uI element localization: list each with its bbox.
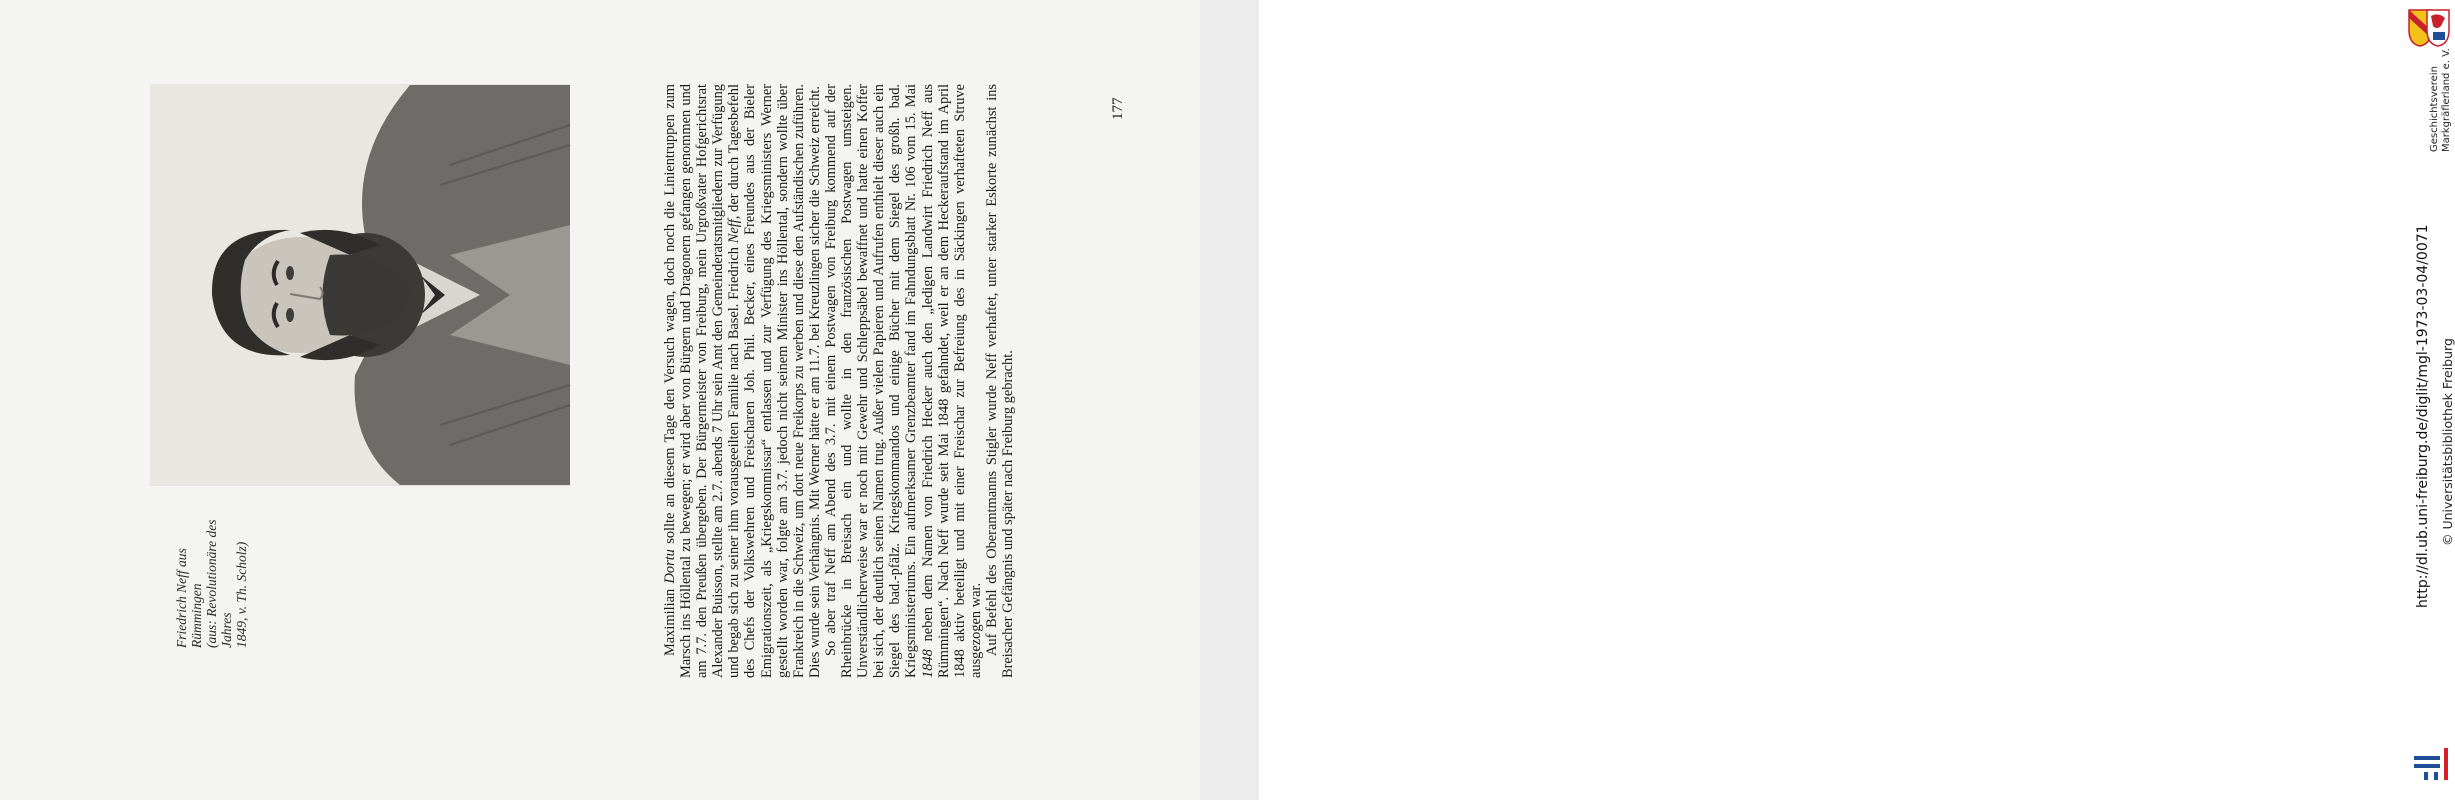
- name-dortu: Dortu: [662, 549, 678, 584]
- paragraph-2: [823, 84, 984, 678]
- year-1848: 1848: [919, 649, 936, 678]
- name-neff: Neff: [726, 219, 743, 244]
- copyright-notice: © Universitätsbibliothek Freiburg: [2440, 338, 2455, 546]
- caption-line-3: 1849, v. Th. Scholz): [234, 541, 249, 648]
- coat-of-arms-icon: [2407, 8, 2451, 48]
- society-line-1: Geschichtsverein: [2429, 66, 2440, 152]
- paragraph-1-text: Maximilian: [662, 583, 678, 656]
- society-name: [2429, 48, 2453, 152]
- portrait-drawing: [150, 84, 570, 486]
- page-number: 177: [1110, 97, 1126, 120]
- paragraph-3: Auf Befehl des Oberamtmanns Stigler wurde Neff verhaftet, unter starker Eskorte zunächst ins Breisacher Gefängnis und später nach Freiburg gebracht.: [983, 84, 1016, 678]
- paragraph-1-text: , der durch Tagesbefehl des Chefs der Volkswehren und Freischaren Joh. Phil. Becker, eines Freundes aus der Bieler Emigrationszeit, als „Kriegskommissar“ entlassen und zur Verfügung des Kriegsministers Werner gestellt worden war, folgte am 3.7. jedoch nicht seinem Minister ins Höllental, sondern wollte über Frankreich in die Schweiz, um dort neue Freikorps zu werben und diese den Aufständischen zuführen. Dies wurde sein Verhängnis. Mit Werner hätte er am 11.7. bei Kreuzlingen sicher die Schweiz erreicht.: [726, 84, 823, 678]
- ub-freiburg-logo-icon: [2414, 744, 2454, 784]
- caption-line-1: Friedrich Neff aus Rümmingen: [174, 548, 204, 648]
- caption-line-2: (aus: Revolutionäre des Jahres: [204, 519, 234, 648]
- article-text: [662, 84, 1016, 678]
- sidebar: [1200, 0, 2455, 800]
- page-content: [90, 70, 1126, 730]
- portrait-image: [150, 84, 570, 486]
- paragraph-2-text: So aber traf Neff am Abend des 3.7. mit einem Postwagen von Freiburg kommend auf der Rheinbrücke in Breisach ein und wollte in den französischen Postwagen umsteigen. Unverständlicherweise war er noch mit Gewehr und Schleppsäbel bewaffnet und hatte einen Koffer bei sich, der deutlich seinen Namen trug. Außer vielen Papieren und Aufrufen enthielt dieser auch ein Siegel des bad.-pfälz. Kriegskommandos und einige Bücher mit dem Siegel des großh. bad. Kriegsministeriums. Ein aufmerksamer Grenzbeamter fand im Fahndungsblatt Nr. 106 vom 15. Mai: [822, 84, 920, 678]
- paragraph-1: [662, 84, 823, 678]
- paragraph-2-text: neben dem Namen von Friedrich Hecker auch den „ledigen Landwirt Friedrich Neff aus Rümmingen“. Nach Neff wurde seit Mai 1848 gefahndet, weil er an dem Heckeraufstand im April 1848 aktiv beteiligt und mit einer Freischar zur Befreiung des in Säckingen verhafteten Struve ausgezogen war.: [919, 84, 984, 678]
- society-line-2: Markgräflerland e. V.: [2441, 48, 2452, 152]
- scanned-page: [0, 0, 1200, 800]
- figure-caption: [174, 508, 249, 648]
- permalink-url[interactable]: http://dl.ub.uni-freiburg.de/diglit/mgl-1973-03-04/0071: [2415, 224, 2431, 608]
- paragraph-1-text: sollte an diesem Tage den Versuch wagen, doch noch die Linientruppen zum Marsch ins Höllental zu bewegen; er wird aber von Bürgern und Dragonern gefangen genommen und am 7.7. den Preußen übergeben. Der Bürgermeister von Freiburg, mein Urgroßvater Hofgerichtsrat Alexander Buisson, stellte am 2.7. abends 7 Uhr sein Amt den Gemeinderatsmitgliedern zur Verfügung und begab sich zu seiner ihm vorausgeeilten Familie nach Basel. Friedrich: [662, 84, 743, 678]
